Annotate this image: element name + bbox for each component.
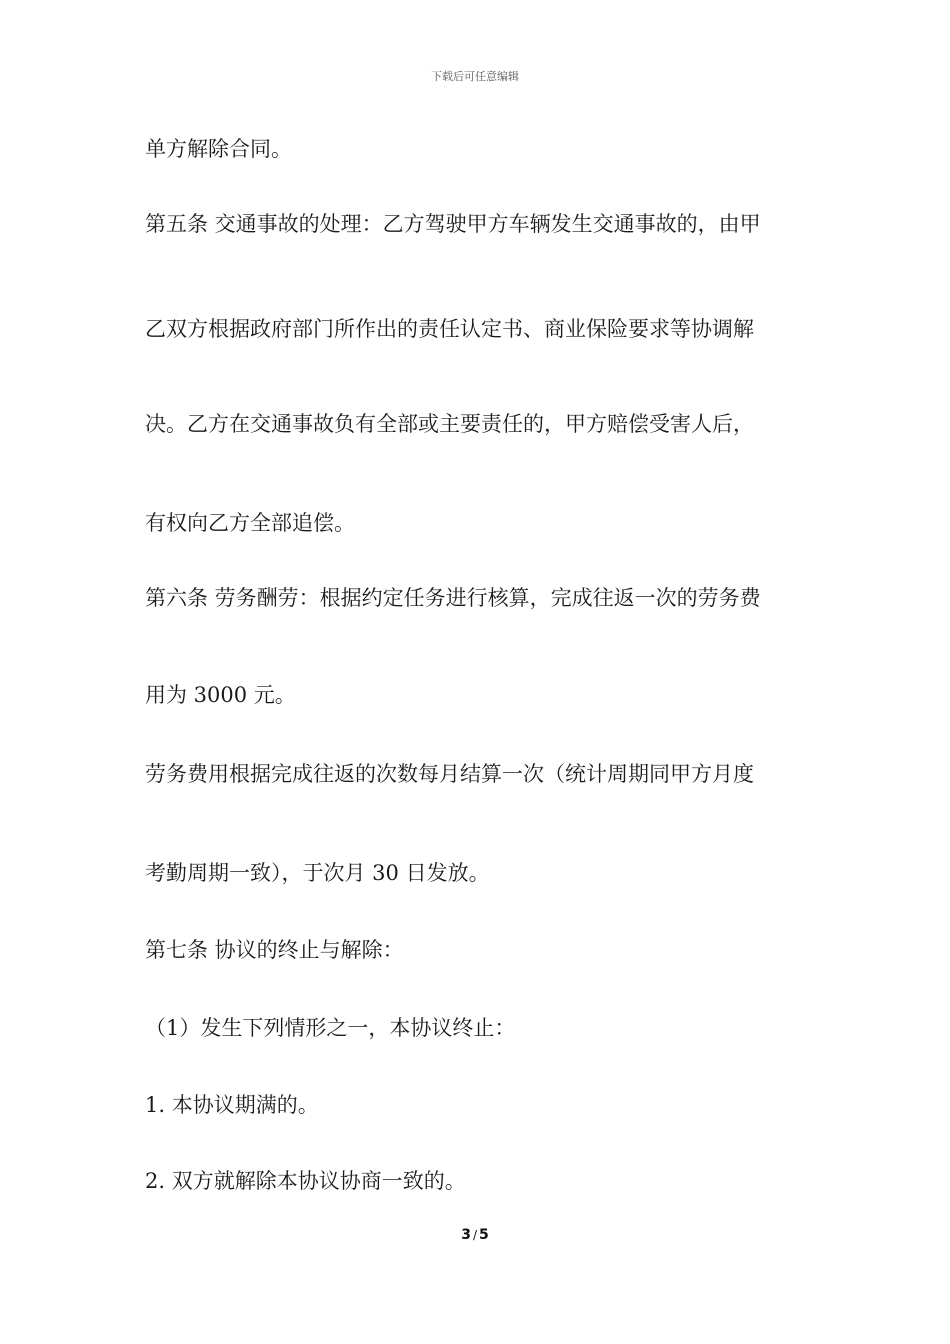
- body-line-1: 单方解除合同。: [145, 137, 292, 161]
- body-line-3: 乙双方根据政府部门所作出的责任认定书、商业保险要求等协调解: [145, 317, 754, 341]
- page-number: [0, 1227, 950, 1243]
- page-header: 下载后可任意编辑: [431, 70, 519, 83]
- body-line-10: 第七条 协议的终止与解除：: [145, 938, 404, 962]
- body-line-2: 第五条 交通事故的处理：乙方驾驶甲方车辆发生交通事故的，由甲: [145, 212, 761, 236]
- current-page: 3: [461, 1227, 471, 1243]
- page-separator: /: [472, 1228, 478, 1242]
- body-line-8: 劳务费用根据完成往返的次数每月结算一次（统计周期同甲方月度: [145, 762, 754, 786]
- body-line-6: 第六条 劳务酬劳：根据约定任务进行核算，完成往返一次的劳务费: [145, 586, 761, 610]
- body-line-12: 1. 本协议期满的。: [145, 1093, 319, 1117]
- body-line-9: 考勤周期一致），于次月 30 日发放。: [145, 861, 490, 885]
- body-line-5: 有权向乙方全部追偿。: [145, 511, 355, 535]
- total-pages: 5: [479, 1227, 489, 1243]
- body-line-13: 2. 双方就解除本协议协商一致的。: [145, 1169, 466, 1193]
- body-line-7: 用为 3000 元。: [145, 683, 296, 707]
- body-line-11: （1）发生下列情形之一，本协议终止：: [145, 1016, 516, 1040]
- body-line-4: 决。乙方在交通事故负有全部或主要责任的，甲方赔偿受害人后，: [145, 412, 754, 436]
